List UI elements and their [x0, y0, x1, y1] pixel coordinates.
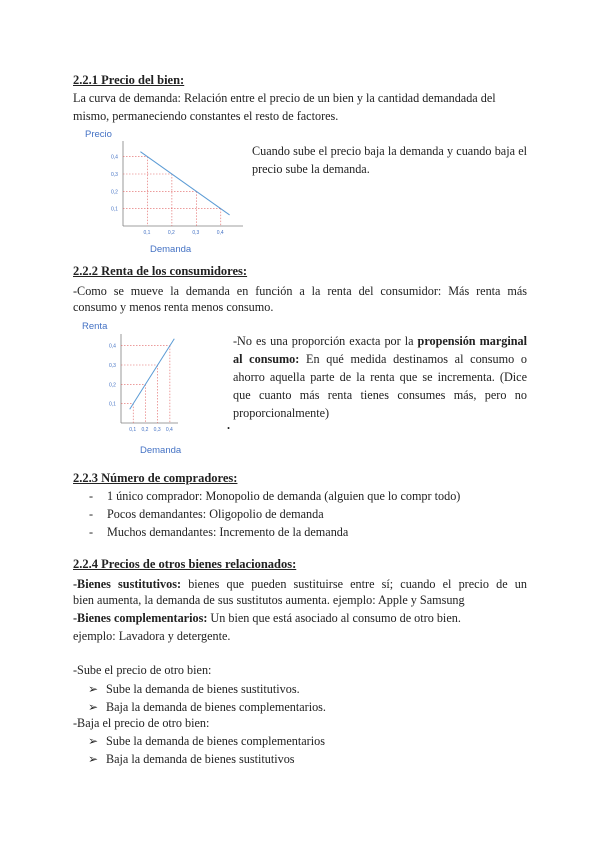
x-tick-label: 0,1	[143, 230, 151, 236]
y-tick-label: 0,3	[109, 363, 116, 369]
x-tick-label: 0,3	[192, 230, 200, 236]
term-definition: Un bien que está asociado al consumo de otro bien.	[207, 611, 461, 625]
term-definition: bienes que pueden sustituirse entre sí; cuando el precio de un	[181, 577, 527, 591]
price-down-list	[88, 732, 325, 768]
paragraph-line: bien aumenta, la demanda de sus sustitutos aumenta. ejemplo: Apple y Samsung	[73, 593, 465, 607]
y-axis-label: Renta	[82, 321, 108, 332]
term-complementarios: -Bienes complementarios:	[73, 611, 208, 625]
x-axis-label: Demanda	[150, 244, 192, 255]
list-item: ➢ Sube la demanda de bienes sustitutivos.	[88, 682, 300, 696]
y-tick-label: 0,1	[111, 206, 118, 213]
y-tick-label: 0,4	[109, 343, 116, 350]
paragraph-line: mismo, permaneciendo constantes el resto de factores.	[73, 109, 339, 123]
x-tick-label: 0,4	[165, 427, 173, 433]
section-heading-compradores: 2.2.3 Número de compradores:	[73, 471, 238, 485]
list-item-text: Pocos demandantes: Oligopolio de demanda	[107, 507, 324, 521]
paragraph-line	[73, 611, 461, 626]
paragraph-line: -Como se mueve la demanda en función a la renta del consumidor: Más renta más	[73, 284, 527, 298]
list-item: ➢ Baja la demanda de bienes sustitutivos	[88, 752, 295, 766]
section-heading-renta: 2.2.2 Renta de los consumidores:	[73, 264, 248, 278]
list-item-text: Baja la demanda de bienes complementarios.	[106, 700, 326, 714]
section-heading-precio: 2.2.1 Precio del bien:	[73, 73, 185, 87]
y-axis-label: Precio	[85, 129, 112, 140]
term-sustitutivos: -Bienes sustitutivos:	[73, 577, 182, 591]
x-tick-label: 0,1	[129, 427, 137, 433]
list-item-text: Sube la demanda de bienes complementarios	[106, 734, 325, 748]
demand-curve	[140, 152, 229, 215]
list-item: ➢ Sube la demanda de bienes complementarios	[88, 734, 325, 748]
chart-renta-demanda	[78, 318, 231, 458]
price-note: Cuando sube el precio baja la demanda y cuando baja el precio sube la demanda.	[252, 144, 527, 176]
list-item-text: Muchos demandantes: Incremento de la demanda	[107, 525, 349, 539]
y-tick-label: 0,2	[109, 382, 116, 389]
y-tick-label: 0,2	[111, 189, 118, 196]
list-item-text: 1 único comprador: Monopolio de demanda (alguien que lo compr todo)	[107, 489, 461, 503]
list-item-text: Baja la demanda de bienes sustitutivos	[106, 752, 295, 766]
note-text: -No es una proporción exacta por la	[233, 334, 418, 348]
sub-heading: -Sube el precio de otro bien:	[73, 663, 212, 677]
propension-note	[233, 332, 527, 422]
paragraph-line	[73, 575, 527, 593]
y-tick-label: 0,1	[109, 401, 116, 408]
income-curve	[130, 339, 175, 410]
sub-heading: -Baja el precio de otro bien:	[73, 716, 210, 730]
price-up-list	[88, 680, 326, 716]
y-tick-label: 0,3	[111, 172, 118, 178]
y-tick-label: 0,4	[111, 154, 118, 161]
paragraph-line: ejemplo: Lavadora y detergente.	[73, 629, 231, 643]
stray-dot: .	[227, 418, 231, 432]
list-item: ➢ Baja la demanda de bienes complementarios.	[88, 700, 326, 714]
x-tick-label: 0,2	[167, 230, 175, 236]
section-heading-bienes: 2.2.4 Precios de otros bienes relacionados:	[73, 557, 297, 571]
note-text: En qué medida destinamos al consumo o ahorro aquella parte de la renta que se incrementa. (Dice que cuanto más renta tienes consumes más, pero no proporcionalmente)	[233, 352, 527, 420]
paragraph-line: consumo y menos renta menos consumo.	[73, 300, 274, 314]
x-tick-label: 0,4	[216, 230, 224, 236]
x-tick-label: 0,2	[141, 427, 149, 433]
paragraph-line: La curva de demanda: Relación entre el precio de un bien y la cantidad demandada del	[73, 91, 496, 105]
x-axis-label: Demanda	[140, 445, 182, 456]
note-bold-term: propensión marginal al consumo:	[233, 334, 527, 366]
x-tick-label: 0,3	[153, 427, 161, 433]
chart-precio-demanda	[78, 126, 253, 256]
list-item-text: Sube la demanda de bienes sustitutivos.	[106, 682, 300, 696]
